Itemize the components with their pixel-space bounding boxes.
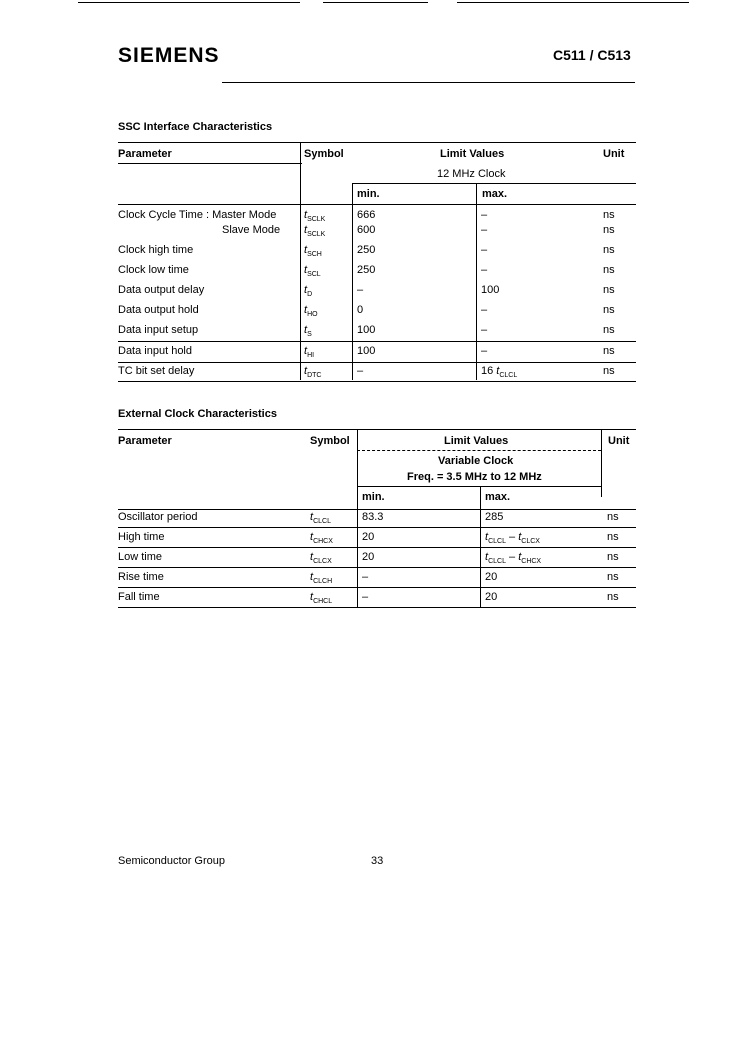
symbol-cell: $t_{CLCH}$ xyxy=(310,571,333,585)
min-cell: 666 xyxy=(357,209,376,221)
symbol-cell: $t_{SCH}$ xyxy=(304,244,322,258)
min-cell: – xyxy=(362,571,369,583)
row-rule xyxy=(118,567,636,568)
top-rule xyxy=(457,2,689,3)
symbol-cell: $t_{SCLK}$ xyxy=(304,209,326,223)
min-cell: – xyxy=(357,284,364,296)
ext-table-bottom-rule xyxy=(118,607,636,608)
ext-col-limit-values: Limit Values xyxy=(444,435,509,447)
row-rule xyxy=(118,587,636,588)
unit-cell: ns xyxy=(603,284,615,296)
ssc-col-unit: Unit xyxy=(603,148,625,160)
top-rule xyxy=(323,2,428,3)
header-rule xyxy=(222,82,635,83)
max-cell: 16 $t_{CLCL}$ xyxy=(481,365,518,379)
max-cell: – xyxy=(481,224,488,236)
unit-cell: ns xyxy=(607,511,619,523)
ssc-table-bottom-rule xyxy=(118,381,636,382)
ssc-header-rule xyxy=(118,163,302,164)
unit-cell: ns xyxy=(607,571,619,583)
min-cell: 20 xyxy=(362,551,375,563)
symbol-cell: $t_{CHCL}$ xyxy=(310,591,333,605)
ext-col-unit: Unit xyxy=(608,435,630,447)
param-cell: Fall time xyxy=(118,591,160,603)
unit-cell: ns xyxy=(603,224,615,236)
ssc-col-limit-values: Limit Values xyxy=(440,148,505,160)
min-cell: 250 xyxy=(357,264,376,276)
symbol-cell: $t_{SCLK}$ xyxy=(304,224,326,238)
param-cell: Clock high time xyxy=(118,244,194,256)
param-cell: Clock low time xyxy=(118,264,189,276)
symbol-cell: $t_{CLCL}$ xyxy=(310,511,331,525)
symbol-cell: $t_{SCL}$ xyxy=(304,264,321,278)
brand-logo: SIEMENS xyxy=(118,44,220,67)
symbol-cell: $t_{HO}$ xyxy=(304,304,318,318)
max-cell: – xyxy=(481,304,488,316)
top-rule xyxy=(78,2,300,3)
max-cell: $t_{CLCL} - t_{CLCX}$ xyxy=(485,531,540,545)
max-cell: 20 xyxy=(485,591,498,603)
ext-clock-label: Variable Clock xyxy=(438,455,514,467)
min-cell: – xyxy=(357,365,364,377)
ssc-vrule-symbol xyxy=(300,142,301,380)
min-cell: 250 xyxy=(357,244,376,256)
param-cell: Data input hold xyxy=(118,345,192,357)
ssc-table-top-rule xyxy=(118,142,636,143)
unit-cell: ns xyxy=(603,324,615,336)
min-cell: 83.3 xyxy=(362,511,384,523)
row-rule xyxy=(118,527,636,528)
param-cell: Data output delay xyxy=(118,284,205,296)
ext-subheader-rule xyxy=(357,486,601,487)
min-cell: 20 xyxy=(362,531,375,543)
symbol-cell: $t_{HI}$ xyxy=(304,345,315,359)
unit-cell: ns xyxy=(607,531,619,543)
min-cell: 100 xyxy=(357,345,376,357)
unit-cell: ns xyxy=(603,244,615,256)
param-cell: Slave Mode xyxy=(222,224,281,236)
param-cell: High time xyxy=(118,531,165,543)
ssc-subheader-rule xyxy=(352,183,636,184)
param-cell: Clock Cycle Time : Master Mode xyxy=(118,209,277,221)
ssc-section-title: SSC Interface Characteristics xyxy=(118,121,273,133)
ext-vrule-unit xyxy=(601,429,602,497)
max-cell: – xyxy=(481,324,488,336)
min-cell: 0 xyxy=(357,304,364,316)
part-number: C511 / C513 xyxy=(553,47,631,63)
max-cell: – xyxy=(481,345,488,357)
symbol-cell: $t_{CHCX}$ xyxy=(310,531,333,545)
ext-freq-label: Freq. = 3.5 MHz to 12 MHz xyxy=(407,471,542,483)
ext-col-min: min. xyxy=(362,491,385,503)
symbol-cell: $t_S$ xyxy=(304,324,312,338)
max-cell: – xyxy=(481,244,488,256)
param-cell: TC bit set delay xyxy=(118,365,195,377)
ext-header-rule xyxy=(357,450,601,451)
ssc-col-min: min. xyxy=(357,188,380,200)
min-cell: 600 xyxy=(357,224,376,236)
max-cell: 100 xyxy=(481,284,500,296)
ext-table-top-rule xyxy=(118,429,636,430)
unit-cell: ns xyxy=(603,264,615,276)
ssc-col-parameter: Parameter xyxy=(118,148,172,160)
param-cell: Oscillator period xyxy=(118,511,198,523)
symbol-cell: $t_D$ xyxy=(304,284,313,298)
unit-cell: ns xyxy=(603,365,615,377)
min-cell: – xyxy=(362,591,369,603)
ext-section-title: External Clock Characteristics xyxy=(118,408,277,420)
param-cell: Data input setup xyxy=(118,324,199,336)
ext-col-max: max. xyxy=(485,491,511,503)
ssc-vrule-min xyxy=(352,183,353,380)
symbol-cell: $t_{DTC}$ xyxy=(304,365,322,379)
symbol-cell: $t_{CLCX}$ xyxy=(310,551,332,565)
ssc-col-max: max. xyxy=(482,188,508,200)
unit-cell: ns xyxy=(603,304,615,316)
ext-header-bottom-rule xyxy=(118,509,636,510)
ext-vrule-min xyxy=(357,429,358,607)
row-rule xyxy=(118,341,636,342)
max-cell: 20 xyxy=(485,571,498,583)
ssc-clock-label: 12 MHz Clock xyxy=(437,168,506,180)
row-rule xyxy=(118,362,636,363)
ssc-col-symbol: Symbol xyxy=(304,148,344,160)
ssc-vrule-max xyxy=(476,183,477,380)
param-cell: Rise time xyxy=(118,571,164,583)
max-cell: – xyxy=(481,209,488,221)
max-cell: $t_{CLCL} - t_{CHCX}$ xyxy=(485,551,542,565)
footer-company: Semiconductor Group xyxy=(118,855,225,867)
unit-cell: ns xyxy=(607,591,619,603)
param-cell: Data output hold xyxy=(118,304,199,316)
page-number: 33 xyxy=(371,855,384,867)
min-cell: 100 xyxy=(357,324,376,336)
max-cell: – xyxy=(481,264,488,276)
max-cell: 285 xyxy=(485,511,504,523)
param-cell: Low time xyxy=(118,551,163,563)
ssc-header-bottom-rule xyxy=(118,204,636,205)
ext-col-parameter: Parameter xyxy=(118,435,172,447)
unit-cell: ns xyxy=(607,551,619,563)
unit-cell: ns xyxy=(603,209,615,221)
row-rule xyxy=(118,547,636,548)
unit-cell: ns xyxy=(603,345,615,357)
ext-col-symbol: Symbol xyxy=(310,435,350,447)
